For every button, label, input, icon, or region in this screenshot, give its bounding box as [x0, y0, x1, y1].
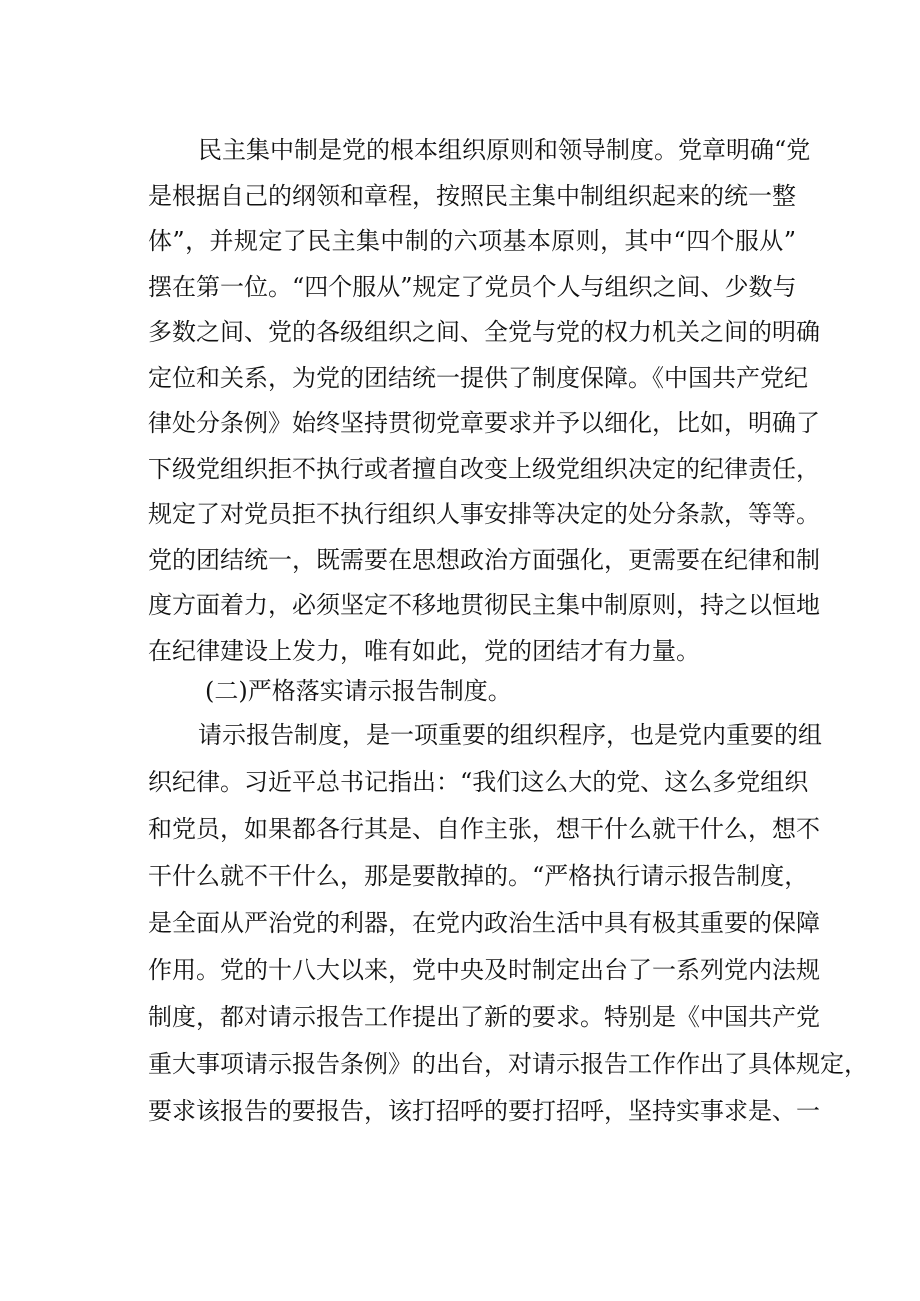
- text-line: 请示报告制度，是一项重要的组织程序，也是党内重要的组: [198, 721, 822, 749]
- text-line: 度方面着力，必须坚定不移地贯彻民主集中制原则，持之以恒地: [148, 591, 820, 619]
- text-line: 是根据自己的纲领和章程，按照民主集中制组织起来的统一整: [148, 182, 796, 210]
- text-line: 作用。党的十八大以来，党中央及时制定出台了一系列党内法规: [148, 956, 820, 984]
- text-line: 律处分条例》始终坚持贯彻党章要求并予以细化，比如，明确了: [148, 409, 820, 437]
- text-line: 制度，都对请示报告工作提出了新的要求。特别是《中国共产党: [148, 1003, 820, 1031]
- text-line: 摆在第一位。“四个服从”规定了党员个人与组织之间、少数与: [148, 273, 797, 301]
- text-line: 和党员，如果都各行其是、自作主张，想干什么就干什么，想不: [148, 815, 820, 843]
- text-line: 干什么就不干什么，那是要散掉的。“严格执行请示报告制度，: [148, 862, 809, 890]
- text-line: 在纪律建设上发力，唯有如此，党的团结才有力量。: [148, 637, 700, 665]
- text-line: 重大事项请示报告条例》的出台，对请示报告工作作出了具体规定，: [148, 1050, 868, 1078]
- text-line: 要求该报告的要报告，该打招呼的要打招呼，坚持实事求是、一: [148, 1097, 820, 1125]
- text-line: 定位和关系，为党的团结统一提供了制度保障。《中国共产党纪: [148, 364, 808, 392]
- text-line: 织纪律。习近平总书记指出：“我们这么大的党、这么多党组织: [148, 768, 809, 796]
- text-line: 规定了对党员拒不执行组织人事安排等决定的处分条款，等等。: [148, 500, 820, 528]
- text-line: 是全面从严治党的利器，在党内政治生活中具有极其重要的保障: [148, 909, 820, 937]
- text-line: 党的团结统一，既需要在思想政治方面强化，更需要在纪律和制: [148, 546, 820, 574]
- text-line: 民主集中制是党的根本组织原则和领导制度。党章明确“党: [198, 136, 811, 164]
- section-heading: (二)严格落实请示报告制度。: [205, 677, 512, 705]
- text-line: 多数之间、党的各级组织之间、全党与党的权力机关之间的明确: [148, 318, 820, 346]
- text-line: 体”，并规定了民主集中制的六项基本原则，其中“四个服从”: [148, 227, 796, 255]
- text-line: 下级党组织拒不执行或者擅自改变上级党组织决定的纪律责任，: [148, 455, 820, 483]
